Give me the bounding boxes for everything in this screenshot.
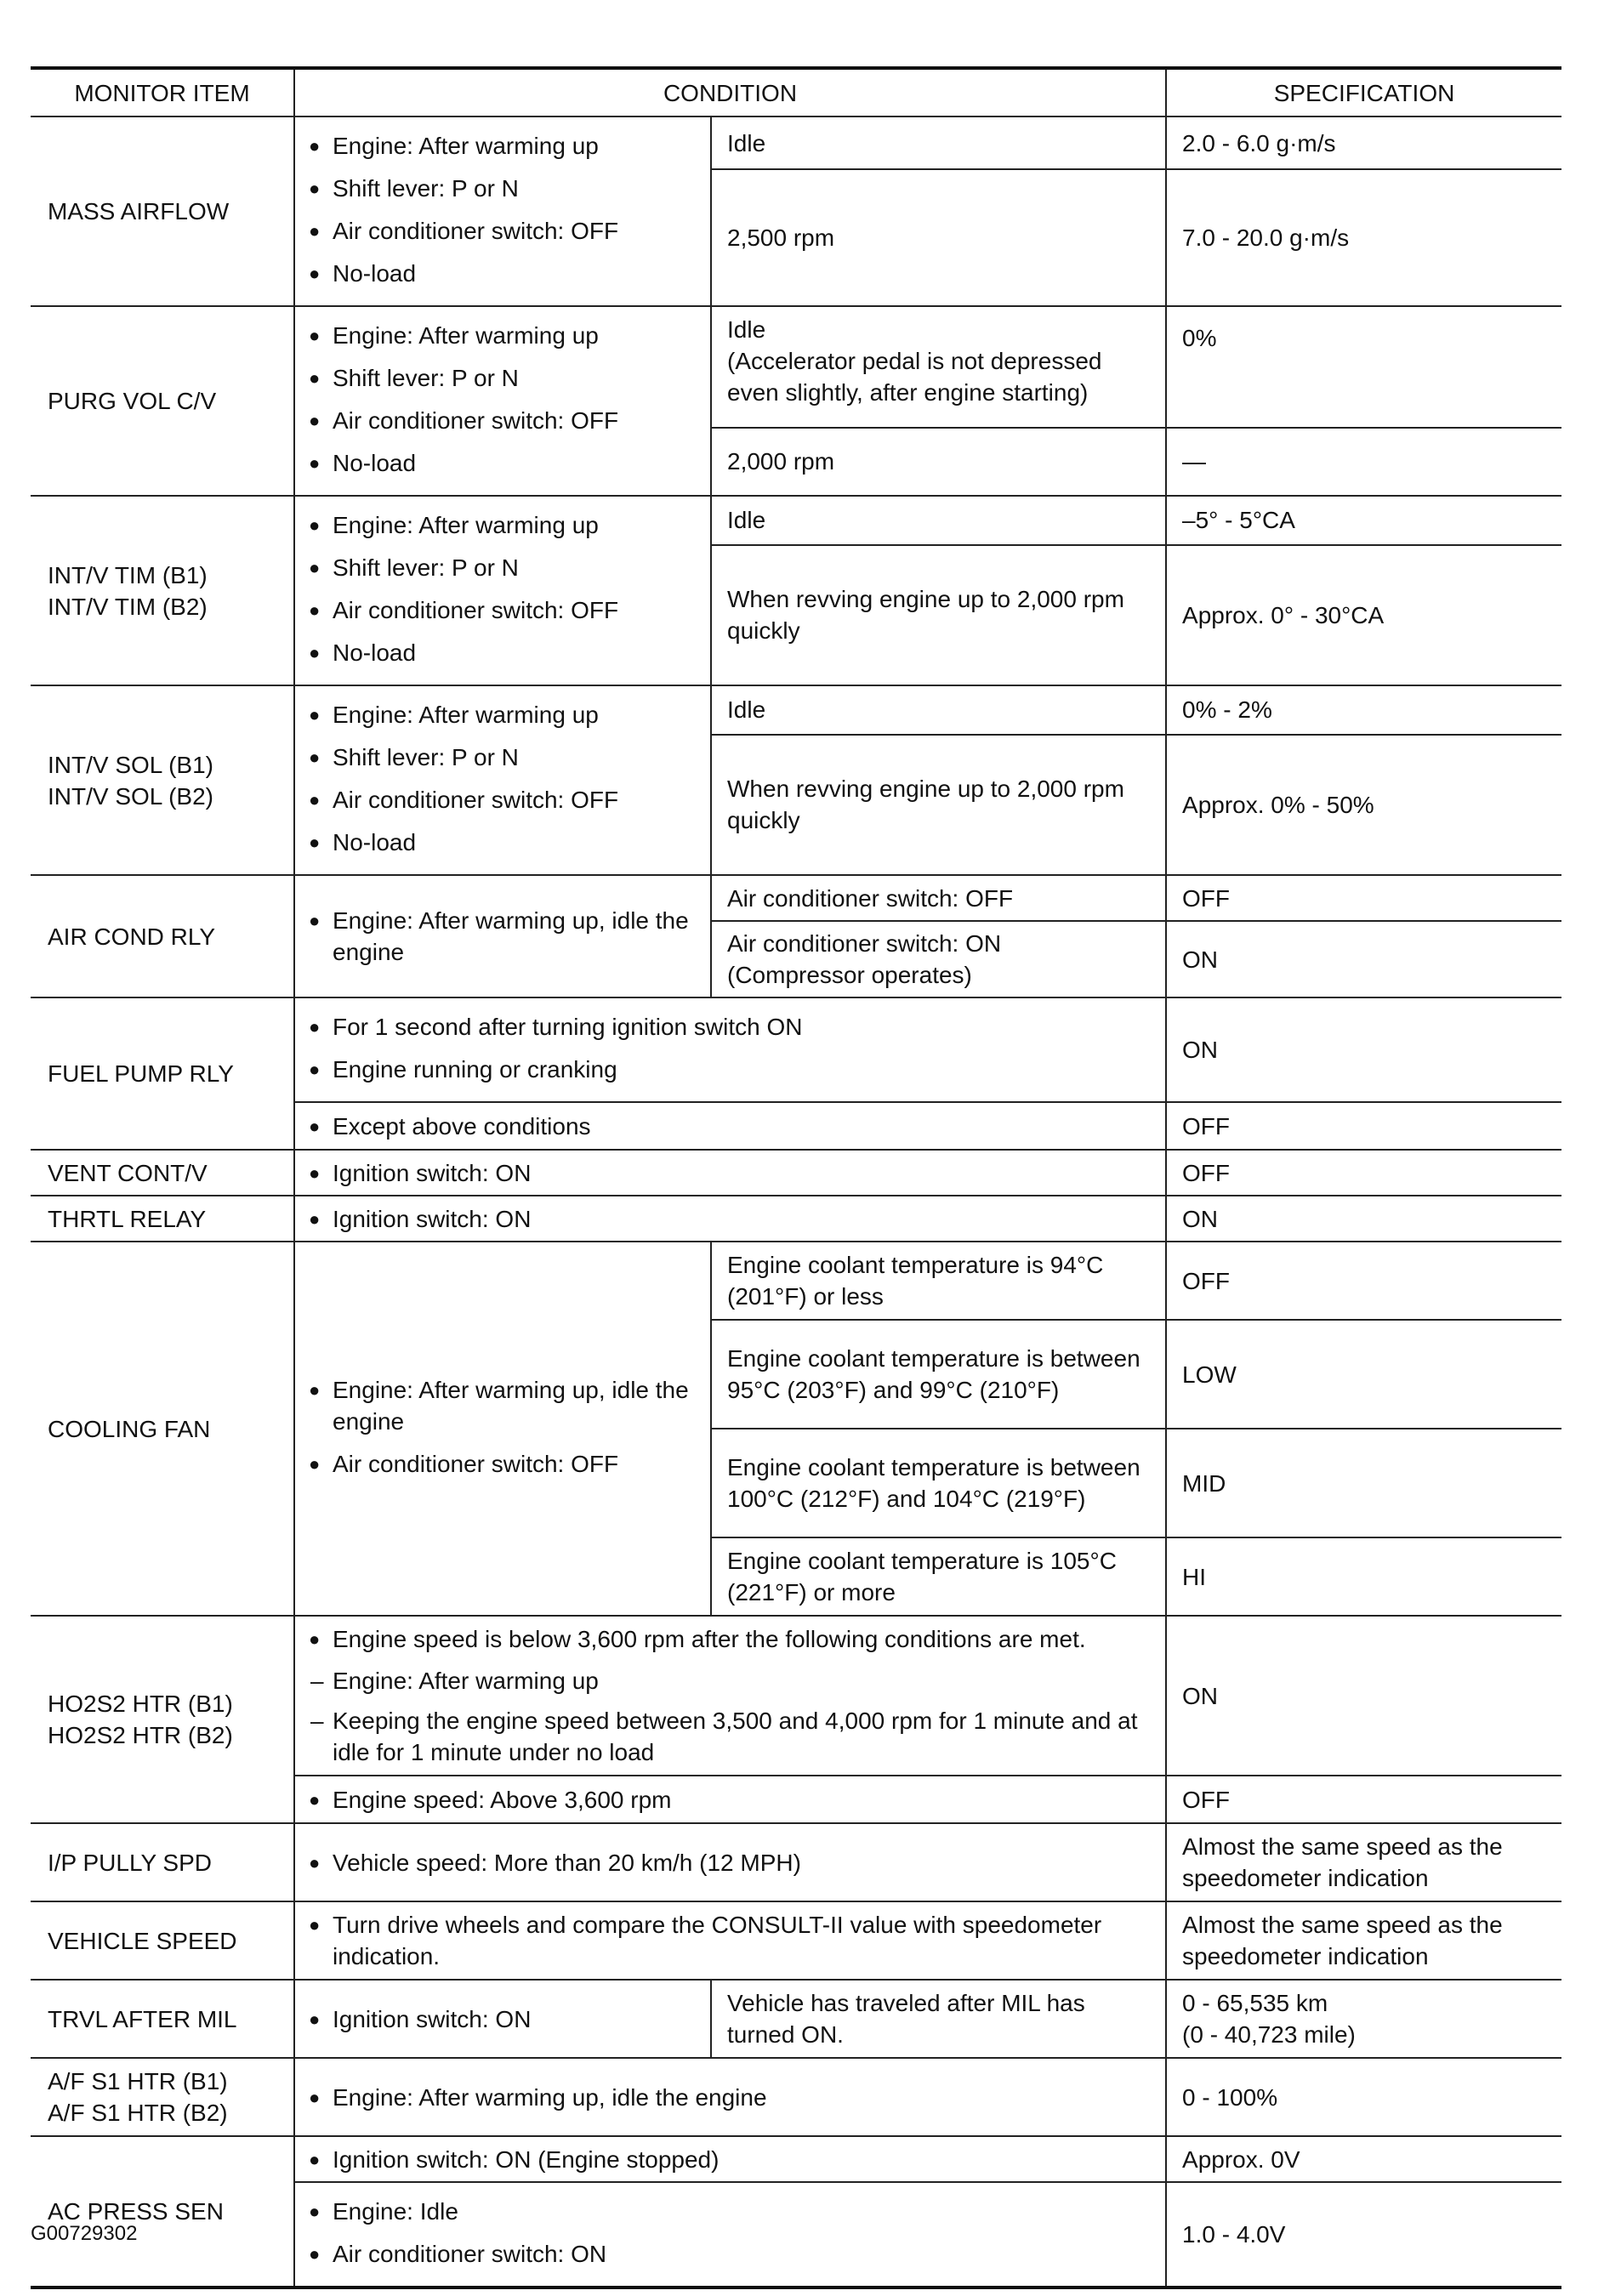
monitor-item-cell: AC PRESS SEN bbox=[31, 2136, 294, 2287]
table-row bbox=[31, 117, 1561, 169]
table-row bbox=[31, 1980, 1561, 2058]
list-item: ● Air conditioner switch: OFF bbox=[307, 784, 695, 816]
sub-condition-list bbox=[307, 1665, 1150, 1768]
monitor-spec-sheet bbox=[31, 66, 1561, 2289]
list-item: ● Ignition switch: ON bbox=[307, 1203, 1150, 1235]
monitor-item-cell: I/P PULLY SPD bbox=[31, 1823, 294, 1901]
monitor-item-cell: FUEL PUMP RLY bbox=[31, 997, 294, 1150]
monitor-item-table bbox=[31, 66, 1561, 2289]
list-item: ● No-load bbox=[307, 827, 695, 858]
specification-cell: OFF bbox=[1166, 1776, 1561, 1823]
list-item: ● Engine: After warming up bbox=[307, 699, 695, 730]
specification-cell: ON bbox=[1166, 1616, 1561, 1776]
sub-condition-cell: Engine coolant temperature is 105°C (221°F) or more bbox=[711, 1537, 1166, 1616]
condition-list bbox=[307, 1784, 1150, 1816]
list-item: ● Air conditioner switch: OFF bbox=[307, 215, 695, 247]
table-row bbox=[31, 875, 1561, 921]
list-item: ● Engine running or cranking bbox=[307, 1054, 1150, 1085]
list-item: ● Engine: After warming up bbox=[307, 130, 695, 162]
specification-cell: 1.0 - 4.0V bbox=[1166, 2182, 1561, 2287]
specification-cell: Approx. 0° - 30°CA bbox=[1166, 545, 1561, 685]
monitor-item-cell: MASS AIRFLOW bbox=[31, 117, 294, 306]
monitor-item-b1: INT/V TIM (B1) bbox=[48, 561, 208, 588]
specification-cell: –5° - 5°CA bbox=[1166, 496, 1561, 545]
monitor-item-cell: VENT CONT/V bbox=[31, 1150, 294, 1196]
sub-condition-cell: Idle bbox=[711, 685, 1166, 735]
condition-list bbox=[307, 509, 695, 668]
list-item: ● Engine: After warming up bbox=[307, 509, 695, 541]
specification-cell: 0 - 100% bbox=[1166, 2058, 1561, 2136]
list-item: ● Air conditioner switch: ON bbox=[307, 2238, 1150, 2270]
sub-condition-text: Air conditioner switch: ON bbox=[727, 930, 1002, 957]
table-row bbox=[31, 1242, 1561, 1320]
monitor-item-cell: THRTL RELAY bbox=[31, 1196, 294, 1242]
list-item: ● Shift lever: P or N bbox=[307, 362, 695, 394]
sub-condition-note: (Compressor operates) bbox=[727, 962, 972, 988]
sub-condition-text: Idle bbox=[727, 316, 766, 343]
condition-cell bbox=[294, 1616, 1166, 1776]
list-item: ● Engine: Idle bbox=[307, 2196, 1150, 2227]
specification-cell: OFF bbox=[1166, 1150, 1561, 1196]
table-row bbox=[31, 1823, 1561, 1901]
table-row bbox=[31, 1616, 1561, 1776]
list-item: ● Engine speed is below 3,600 rpm after the following conditions are met. bbox=[307, 1623, 1150, 1655]
list-item: ● Ignition switch: ON bbox=[307, 2003, 695, 2035]
condition-list bbox=[307, 699, 695, 858]
specification-mile: (0 - 40,723 mile) bbox=[1182, 2021, 1356, 2048]
header-condition: CONDITION bbox=[294, 68, 1166, 117]
specification-cell: OFF bbox=[1166, 875, 1561, 921]
list-item: ● No-load bbox=[307, 447, 695, 479]
specification-cell: ON bbox=[1166, 921, 1561, 997]
list-item: – Keeping the engine speed between 3,500 and 4,000 rpm for 1 minute and at idle for 1 minute under no load bbox=[307, 1705, 1150, 1768]
condition-list bbox=[307, 1157, 1150, 1189]
monitor-item-b2: HO2S2 HTR (B2) bbox=[48, 1722, 233, 1748]
monitor-item-b1: INT/V SOL (B1) bbox=[48, 751, 214, 778]
table-row bbox=[31, 496, 1561, 545]
list-item: ● Turn drive wheels and compare the CONSULT-II value with speedometer indication. bbox=[307, 1909, 1150, 1972]
condition-cell bbox=[294, 2058, 1166, 2136]
monitor-item-cell: COOLING FAN bbox=[31, 1242, 294, 1616]
list-item: ● Engine: After warming up, idle the engine bbox=[307, 2082, 1150, 2113]
condition-list bbox=[307, 2003, 695, 2035]
list-item: ● Ignition switch: ON (Engine stopped) bbox=[307, 2144, 1150, 2175]
specification-text: 0% bbox=[1182, 325, 1217, 351]
specification-cell: 2.0 - 6.0 g·m/s bbox=[1166, 117, 1561, 169]
header-specification: SPECIFICATION bbox=[1166, 68, 1561, 117]
list-item: ● Engine: After warming up bbox=[307, 320, 695, 351]
condition-list bbox=[307, 2082, 1150, 2113]
list-item: ● Engine: After warming up, idle the engine bbox=[307, 905, 695, 968]
sub-condition-cell: Air conditioner switch: OFF bbox=[711, 875, 1166, 921]
sub-condition-cell: Vehicle has traveled after MIL has turned ON. bbox=[711, 1980, 1166, 2058]
monitor-item-cell: VEHICLE SPEED bbox=[31, 1901, 294, 1980]
monitor-item-b2: INT/V SOL (B2) bbox=[48, 782, 214, 810]
condition-list bbox=[307, 1203, 1150, 1235]
condition-list bbox=[307, 1011, 1150, 1085]
monitor-item-cell: TRVL AFTER MIL bbox=[31, 1980, 294, 2058]
sub-condition-cell: Engine coolant temperature is between 95°C (203°F) and 99°C (210°F) bbox=[711, 1320, 1166, 1429]
condition-list bbox=[307, 320, 695, 479]
monitor-item-cell bbox=[31, 685, 294, 875]
list-item: ● Air conditioner switch: OFF bbox=[307, 594, 695, 626]
monitor-item-b2: INT/V TIM (B2) bbox=[48, 593, 208, 620]
list-item: ● Air conditioner switch: OFF bbox=[307, 405, 695, 436]
condition-cell bbox=[294, 1901, 1166, 1980]
condition-cell bbox=[294, 306, 711, 496]
monitor-item-cell bbox=[31, 1616, 294, 1823]
list-item: ● Engine speed: Above 3,600 rpm bbox=[307, 1784, 1150, 1816]
condition-cell bbox=[294, 875, 711, 997]
sub-condition-cell bbox=[711, 921, 1166, 997]
condition-list bbox=[307, 1623, 1150, 1655]
sub-condition-cell: When revving engine up to 2,000 rpm quickly bbox=[711, 735, 1166, 875]
condition-list bbox=[307, 2196, 1150, 2270]
sub-condition-cell: 2,000 rpm bbox=[711, 428, 1166, 496]
sub-condition-cell bbox=[711, 306, 1166, 428]
condition-list bbox=[307, 1909, 1150, 1972]
sub-condition-cell: Idle bbox=[711, 496, 1166, 545]
monitor-item-cell: PURG VOL C/V bbox=[31, 306, 294, 496]
condition-cell bbox=[294, 1102, 1166, 1150]
specification-km: 0 - 65,535 km bbox=[1182, 1990, 1328, 2016]
condition-cell bbox=[294, 496, 711, 685]
condition-list bbox=[307, 1847, 1150, 1878]
header-monitor-item: MONITOR ITEM bbox=[31, 68, 294, 117]
specification-cell: — bbox=[1166, 428, 1561, 496]
condition-cell bbox=[294, 685, 711, 875]
monitor-item-cell bbox=[31, 2058, 294, 2136]
condition-list bbox=[307, 905, 695, 968]
condition-list bbox=[307, 2144, 1150, 2175]
specification-cell: Approx. 0% - 50% bbox=[1166, 735, 1561, 875]
specification-cell: OFF bbox=[1166, 1242, 1561, 1320]
table-row bbox=[31, 997, 1561, 1102]
figure-code: G00729302 bbox=[31, 2222, 138, 2245]
condition-cell bbox=[294, 2182, 1166, 2287]
list-item: ● Vehicle speed: More than 20 km/h (12 MPH) bbox=[307, 1847, 1150, 1878]
list-item: ● No-load bbox=[307, 258, 695, 289]
specification-cell: ON bbox=[1166, 1196, 1561, 1242]
monitor-item-b1: A/F S1 HTR (B1) bbox=[48, 2068, 228, 2094]
specification-cell: MID bbox=[1166, 1429, 1561, 1537]
monitor-item-b2: A/F S1 HTR (B2) bbox=[48, 2100, 228, 2126]
table-row bbox=[31, 2136, 1561, 2182]
header-row bbox=[31, 68, 1561, 117]
condition-list bbox=[307, 130, 695, 289]
monitor-item-cell: AIR COND RLY bbox=[31, 875, 294, 997]
condition-cell bbox=[294, 2136, 1166, 2182]
condition-list bbox=[307, 1374, 695, 1480]
condition-cell bbox=[294, 1242, 711, 1616]
sub-condition-cell: 2,500 rpm bbox=[711, 169, 1166, 306]
table-row bbox=[31, 2058, 1561, 2136]
sub-condition-cell: When revving engine up to 2,000 rpm quickly bbox=[711, 545, 1166, 685]
sub-condition-cell: Idle bbox=[711, 117, 1166, 169]
table-row bbox=[31, 1196, 1561, 1242]
monitor-item-b1: HO2S2 HTR (B1) bbox=[48, 1691, 233, 1717]
table-row bbox=[31, 1901, 1561, 1980]
specification-cell: Almost the same speed as the speedometer indication bbox=[1166, 1823, 1561, 1901]
specification-cell bbox=[1166, 306, 1561, 428]
specification-cell: 0% - 2% bbox=[1166, 685, 1561, 735]
sub-condition-cell: Engine coolant temperature is 94°C (201°F) or less bbox=[711, 1242, 1166, 1320]
monitor-item-cell bbox=[31, 496, 294, 685]
list-item: ● No-load bbox=[307, 637, 695, 668]
sub-condition-cell: Engine coolant temperature is between 100°C (212°F) and 104°C (219°F) bbox=[711, 1429, 1166, 1537]
list-item: ● Air conditioner switch: OFF bbox=[307, 1448, 695, 1480]
list-item: ● Shift lever: P or N bbox=[307, 173, 695, 204]
condition-cell bbox=[294, 1196, 1166, 1242]
list-item: ● Ignition switch: ON bbox=[307, 1157, 1150, 1189]
list-item: ● For 1 second after turning ignition switch ON bbox=[307, 1011, 1150, 1043]
condition-cell bbox=[294, 117, 711, 306]
list-item: ● Engine: After warming up, idle the engine bbox=[307, 1374, 695, 1437]
specification-cell: Approx. 0V bbox=[1166, 2136, 1561, 2182]
specification-cell: Almost the same speed as the speedometer indication bbox=[1166, 1901, 1561, 1980]
specification-cell: ON bbox=[1166, 997, 1561, 1102]
list-item: ● Shift lever: P or N bbox=[307, 742, 695, 773]
condition-cell bbox=[294, 1823, 1166, 1901]
specification-cell: LOW bbox=[1166, 1320, 1561, 1429]
condition-cell bbox=[294, 1150, 1166, 1196]
condition-list bbox=[307, 1111, 1150, 1142]
list-item: ● Shift lever: P or N bbox=[307, 552, 695, 583]
condition-cell bbox=[294, 1776, 1166, 1823]
condition-cell bbox=[294, 1980, 711, 2058]
specification-cell: HI bbox=[1166, 1537, 1561, 1616]
table-row bbox=[31, 685, 1561, 735]
table-row bbox=[31, 1150, 1561, 1196]
specification-cell bbox=[1166, 1980, 1561, 2058]
condition-cell bbox=[294, 997, 1166, 1102]
specification-cell: OFF bbox=[1166, 1102, 1561, 1150]
list-item: ● Except above conditions bbox=[307, 1111, 1150, 1142]
specification-cell: 7.0 - 20.0 g·m/s bbox=[1166, 169, 1561, 306]
table-row bbox=[31, 306, 1561, 428]
sub-condition-note: (Accelerator pedal is not depressed even slightly, after engine starting) bbox=[727, 348, 1102, 406]
list-item: – Engine: After warming up bbox=[307, 1665, 1150, 1696]
